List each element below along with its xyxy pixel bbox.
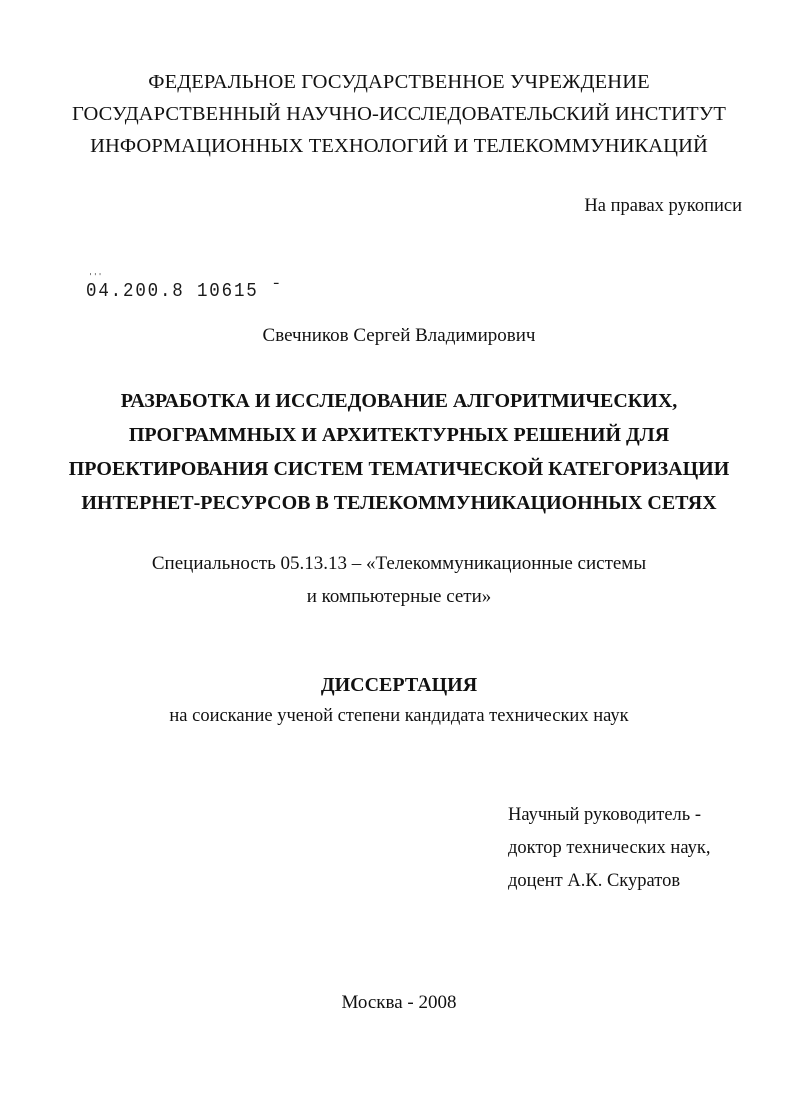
- title-line: РАЗРАБОТКА И ИССЛЕДОВАНИЕ АЛГОРИТМИЧЕСКИХ,: [120, 390, 678, 412]
- supervisor-line: доктор технических наук,: [508, 838, 711, 858]
- city-year: Москва - 2008: [341, 992, 457, 1013]
- title-line: ИНТЕРНЕТ-РЕСУРСОВ В ТЕЛЕКОММУНИКАЦИОННЫХ СЕТЯХ: [81, 492, 717, 514]
- title-line: ПРОГРАММНЫХ И АРХИТЕКТУРНЫХ РЕШЕНИЙ ДЛЯ: [128, 424, 670, 446]
- supervisor-line: Научный руководитель -: [508, 805, 701, 825]
- supervisor-block: [508, 799, 710, 898]
- rights-note: На правах рукописи: [584, 196, 742, 216]
- registration-stamp: [86, 280, 283, 302]
- document-type: ДИССЕРТАЦИЯ: [320, 674, 478, 696]
- specialty: [0, 547, 798, 613]
- supervisor-line: доцент А.К. Скуратов: [508, 871, 681, 891]
- title-line: ПРОЕКТИРОВАНИЯ СИСТЕМ ТЕМАТИЧЕСКОЙ КАТЕГОРИЗАЦИИ: [68, 458, 730, 480]
- specialty-line: и компьютерные сети»: [306, 586, 492, 607]
- institution-line: ГОСУДАРСТВЕННЫЙ НАУЧНО-ИССЛЕДОВАТЕЛЬСКИЙ ИНСТИТУТ: [72, 103, 726, 125]
- author-name: Свечников Сергей Владимирович: [262, 325, 536, 346]
- institution-name: [0, 66, 798, 162]
- thesis-title: [0, 384, 798, 520]
- degree-description: на соискание ученой степени кандидата технических наук: [169, 706, 629, 726]
- stamp-marks-icon: ''': [88, 272, 103, 281]
- stamp-dash-icon: ˉ: [258, 280, 284, 302]
- stamp-number: 04.200.8 10615: [86, 280, 259, 302]
- specialty-line: Специальность 05.13.13 – «Телекоммуникационные системы: [151, 553, 647, 574]
- institution-line: ИНФОРМАЦИОННЫХ ТЕХНОЛОГИЙ И ТЕЛЕКОММУНИКАЦИЙ: [90, 135, 708, 157]
- institution-line: ФЕДЕРАЛЬНОЕ ГОСУДАРСТВЕННОЕ УЧРЕЖДЕНИЕ: [148, 71, 650, 93]
